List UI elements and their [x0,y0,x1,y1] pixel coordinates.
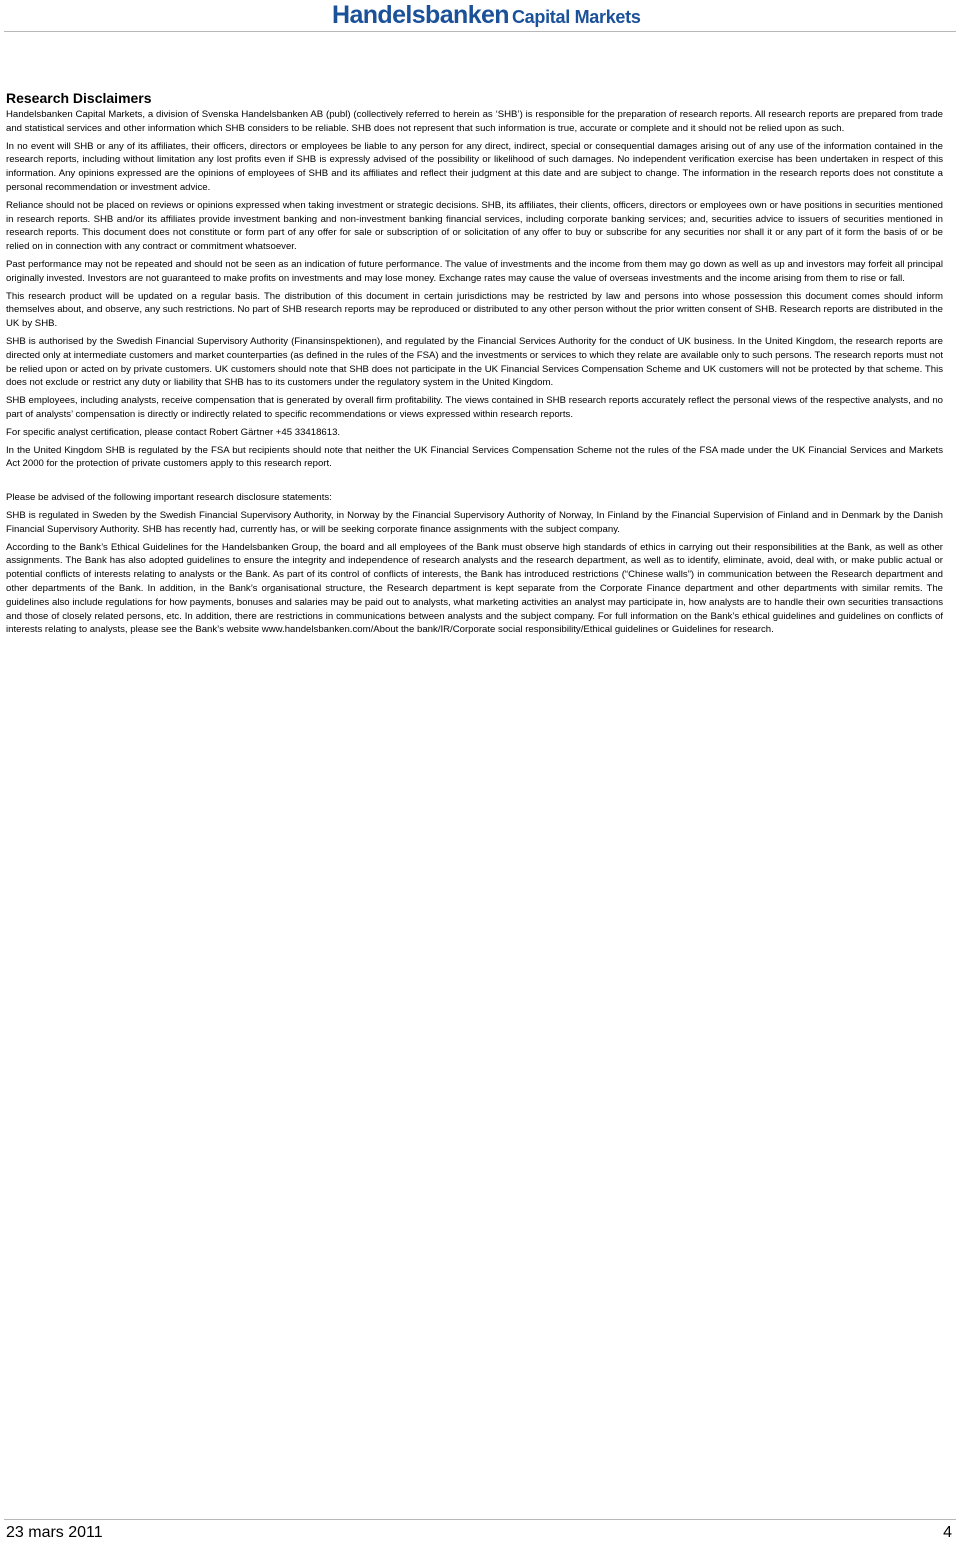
page-number: 4 [943,1524,952,1541]
document-body [6,89,943,641]
section-spacer [6,475,943,491]
paragraph-liability: In no event will SHB or any of its affiliates, their officers, directors or employees be liable to any person for any direct, indirect, special or consequential damages arising out of any use of the information contained in the research reports, including without limitation any lost profits even if SHB is expressly advised of the possibility or likelihood of such damages. No independent verification exercise has been undertaken in respect of this information. Any opinions expressed are the opinions of employees of SHB and its affiliates and reflect their judgment at this date and are subject to change. The information in the research reports does not constitute a personal recommendation or investment advice. [6,140,943,193]
brand-logo-main: Handelsbanken [332,1,509,29]
paragraph-certification: For specific analyst certification, please contact Robert Gärtner +45 33418613. [6,426,341,438]
paragraph-distribution: This research product will be updated on a regular basis. The distribution of this document in certain jurisdictions may be restricted by law and persons into whose possession this document comes should inform themselves about, and observe, any such restrictions. No part of SHB research reports may be reproduced or distributed to any other person without the prior written consent of SHB. Research reports are distributed in the UK by SHB. [6,290,943,330]
brand-logo [332,1,641,30]
document-title: Research Disclaimers [6,90,152,106]
footer-date: 23 mars 2011 [6,1524,103,1541]
paragraph-authorisation: SHB is authorised by the Swedish Financial Supervisory Authority (Finansinspektionen), and regulated by the Financial Services Authority for the conduct of UK business. In the United Kingdom, the research reports are directed only at intermediate customers and market counterparties (as defined in the rules of the FSA) and the investments or services to which they relate are available only to such persons. The research reports must not be relied upon or acted on by private customers. UK customers should note that SHB does not participate in the UK Financial Services Compensation Scheme and UK customers will not be protected by that scheme. This does not exclude or restrict any duty or liability that SHB has to its customers under the regulatory system in the United Kingdom. [6,335,943,389]
paragraph-nordic-regulation: SHB is regulated in Sweden by the Swedish Financial Supervisory Authority, in Norway by the Financial Supervisory Authority of Norway, In Finland by the Financial Supervision of Finland and in Denmark by the Danish Financial Supervisory Authority. SHB has recently had, currently has, or will be seeking corporate finance assignments with the subject company. [6,509,943,535]
page-header [0,0,960,32]
paragraph-past-performance: Past performance may not be repeated and should not be seen as an indication of future performance. The value of investments and the income from them may go down as well as up and investors may forfeit all principal originally invested. Investors are not guaranteed to make profits on investments and may lose money. Exchange rates may cause the value of overseas investments and the income arising from them to rise or fall. [6,258,943,284]
paragraph-uk-regulation: In the United Kingdom SHB is regulated by the FSA but recipients should note that neither the UK Financial Services Compensation Scheme not the rules of the FSA made under the UK Financial Services and Markets Act 2000 for the protection of private customers apply to this research report. [6,444,943,470]
paragraph-disclosure-intro: Please be advised of the following important research disclosure statements: [6,492,332,504]
paragraph-reliance: Reliance should not be placed on reviews or opinions expressed when taking investment or strategic decisions. SHB, its affiliates, their clients, officers, directors or employees own or have positions in securities mentioned in research reports. SHB and/or its affiliates provide investment banking and non-investment banking financial services, including corporate banking services; and, securities advice to issuers of securities mentioned in research reports. This document does not constitute or form part of any offer for sale or subscription of or solicitation of any offer to buy or subscribe for any securities nor shall it or any part of it form the basis of or be relied on in connection with any contract or commitment whatsoever. [6,199,943,253]
header-divider [4,31,956,32]
footer-divider [4,1519,956,1520]
paragraph-compensation: SHB employees, including analysts, receive compensation that is generated by overall firm profitability. The views contained in SHB research reports accurately reflect the personal views of the respective analysts, and no part of analysts’ compensation is directly or indirectly related to specific recommendations or views expressed within research reports. [6,395,943,420]
paragraph-ethical-guidelines: According to the Bank’s Ethical Guidelines for the Handelsbanken Group, the board and all employees of the Bank must observe high standards of ethics in carrying out their responsibilities at the Bank, as well as other assignments. The Bank has also adopted guidelines to ensure the integrity and independence of research analysts and the research department, as well as to identify, eliminate, avoid, deal with, or make public actual or potential conflicts of interests relating to analysts or the Bank. As part of its control of conflicts of interests, the Bank has introduced restrictions (“Chinese walls”) in communication between the Research department and other departments of the Bank. In addition, in the Bank’s organisational structure, the Research department is kept separate from the Corporate Finance department and other departments with similar remits. The guidelines also include regulations for how payments, bonuses and salaries may be paid out to analysts, what marketing activities an analyst may participate in, how analysts are to handle their own securities transactions and those of closely related persons, etc. In addition, there are restrictions in communications between analysts and the subject company. For full information on the Bank’s ethical guidelines and guidelines on conflicts of interests relating to analysts, please see the Bank’s website www.handelsbanken.com/About the bank/IR/Corporate social responsibility/Ethical guidelines or Guidelines for research. [6,541,943,636]
brand-logo-sub: Capital Markets [511,7,641,27]
paragraph-responsibility: Handelsbanken Capital Markets, a division of Svenska Handelsbanken AB (publ) (collectively referred to herein as ‘SHB’) is responsible for the preparation of research reports. All research reports are prepared from trade and statistical services and other information which SHB considers to be reliable. SHB does not represent that such information is true, accurate or complete and it should not be relied upon as such. [6,109,943,134]
